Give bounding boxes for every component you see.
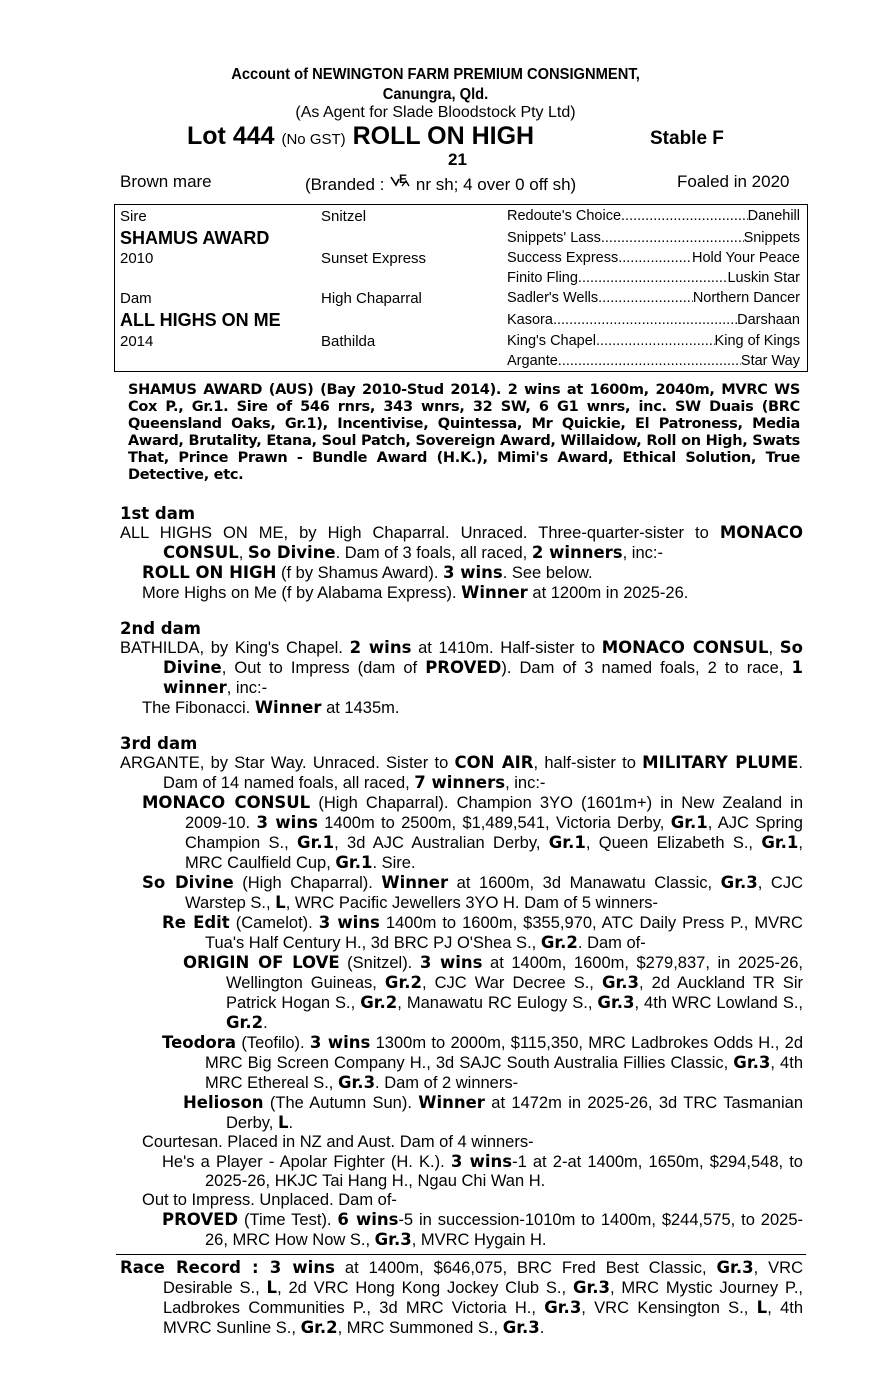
- g3-row: [507, 230, 800, 246]
- text-run: Gr.3: [337, 1073, 376, 1092]
- text-run: Kasora: [507, 312, 553, 328]
- g3-row: [507, 290, 800, 306]
- text-run: , CJC Warstep S.,: [185, 874, 804, 912]
- text-run: Gr.3: [597, 993, 635, 1012]
- foaled-year: Foaled in 2020: [677, 172, 790, 191]
- pedigree-table: [114, 204, 808, 372]
- text-run: Winner: [381, 873, 449, 892]
- text-run: Gr.2: [384, 973, 422, 992]
- text-run: .: [288, 1114, 294, 1132]
- text-run: Winner: [461, 583, 528, 602]
- text-run: So Divine: [142, 873, 234, 892]
- text-run: L: [266, 1278, 278, 1297]
- text-run: Sadler's Wells: [507, 290, 599, 306]
- text-run: . Dam of 3 foals, all raced,: [335, 544, 532, 562]
- text-run: at 1600m, 3d Manawatu Classic,: [448, 874, 721, 892]
- text-run: at 1200m in 2025-26.: [527, 584, 689, 602]
- leader-dots: [618, 250, 692, 266]
- text-run: Argante: [507, 353, 558, 369]
- sire-sire: Snitzel: [321, 208, 367, 225]
- text-run: 3 wins: [256, 813, 318, 832]
- text-run: , 4th MVRC Sunline S.,: [163, 1299, 804, 1337]
- colour-sex: Brown mare: [120, 172, 212, 191]
- text-run: 1 winner: [163, 658, 803, 697]
- progeny-entry: [120, 583, 803, 603]
- text-run: 7 winners: [414, 773, 506, 792]
- text-run: , Queen Elizabeth S.,: [585, 834, 762, 852]
- text-run: Gr.1: [670, 813, 708, 832]
- text-run: L: [277, 1113, 289, 1132]
- text-run: Hold Your Peace: [691, 250, 800, 266]
- text-run: at 1410m. Half-sister to: [411, 639, 602, 657]
- text-run: Gr.1: [548, 833, 586, 852]
- text-run: MONACO CONSUL: [601, 638, 769, 657]
- gst-note: (No GST): [281, 131, 346, 148]
- text-run: Northern Dancer: [692, 290, 800, 306]
- g3-row: [507, 333, 800, 349]
- brand-mark-icon: [389, 172, 411, 191]
- first-dam-paragraph: [120, 523, 803, 563]
- text-run: ,: [238, 544, 248, 562]
- text-run: (Camelot).: [229, 914, 319, 932]
- text-run: Star Way: [740, 353, 800, 369]
- text-run: Re Edit: [162, 913, 230, 932]
- text-run: , MRC Summoned S.,: [337, 1319, 503, 1337]
- sire-year: 2010: [120, 250, 154, 267]
- text-run: (High Chaparral). Champion 3YO (1601m+) in New Zealand in 2009-10.: [185, 794, 803, 832]
- text-run: at 1472m in 2025-26, 3d TRC Tasmanian Derby,: [226, 1094, 804, 1132]
- text-run: Gr.2: [540, 933, 578, 952]
- third-dam-paragraph: [120, 753, 803, 793]
- text-run: Gr.3: [733, 1053, 771, 1072]
- g3-row: [507, 250, 800, 266]
- dam-name: ALL HIGHS ON ME: [120, 310, 281, 330]
- text-run: , inc:-: [226, 679, 268, 697]
- text-run: .: [539, 1319, 545, 1337]
- text-run: , VRC Desirable S.,: [163, 1259, 803, 1297]
- progeny-entry: [120, 913, 803, 953]
- branded-prefix: (Branded :: [305, 175, 385, 194]
- text-run: Courtesan. Placed in NZ and Aust. Dam of 4 winners-: [142, 1133, 534, 1151]
- text-run: (Teofilo).: [236, 1034, 310, 1052]
- text-run: ALL HIGHS ON ME, by High Chaparral. Unraced. Three-quarter-sister to: [120, 524, 720, 542]
- text-run: Redoute's Choice: [507, 208, 622, 224]
- g3-row: [507, 270, 800, 286]
- text-run: , MVRC Hygain H.: [411, 1231, 547, 1249]
- text-run: , 2d Auckland TR Sir Patrick Hogan S.,: [226, 974, 804, 1012]
- lot-label: Lot 444: [187, 122, 275, 150]
- text-run: Darshaan: [737, 312, 800, 328]
- text-run: MILITARY PLUME: [642, 753, 799, 772]
- text-run: , Out to Impress (dam of: [221, 659, 426, 677]
- progeny-entry: [120, 698, 803, 718]
- text-run: Success Express: [507, 250, 619, 266]
- text-run: , inc:-: [505, 774, 546, 792]
- section-heading: 3rd dam: [120, 734, 198, 753]
- text-run: (Time Test).: [238, 1211, 338, 1229]
- text-run: 6 wins: [337, 1210, 399, 1229]
- text-run: Gr.2: [226, 1013, 264, 1032]
- text-run: 1400m to 1600m, $355,970, ATC Daily Press P., MVRC Tua's Half Century H., 3d BRC PJ O'Shea S.,: [205, 914, 803, 952]
- text-run: . Sire.: [372, 854, 416, 872]
- text-run: 3 wins: [419, 953, 483, 972]
- text-run: Out to Impress. Unplaced. Dam of-: [142, 1191, 397, 1209]
- branded-suffix: nr sh; 4 over 0 off sh): [415, 175, 577, 194]
- section-heading: 2nd dam: [120, 619, 201, 638]
- text-run: Gr.3: [720, 873, 758, 892]
- text-run: Gr.3: [374, 1230, 412, 1249]
- progeny-entry: [120, 1152, 803, 1191]
- text-run: , 4th WRC Lowland S.,: [634, 994, 804, 1012]
- stable-label: Stable F: [650, 128, 724, 149]
- agent-line: (As Agent for Slade Bloodstock Pty Ltd): [295, 104, 576, 121]
- text-run: 2 wins: [349, 638, 412, 657]
- text-run: MONACO CONSUL: [163, 523, 803, 562]
- text-run: Gr.3: [601, 973, 640, 992]
- text-run: , 2d VRC Hong Kong Jockey Club S.,: [277, 1279, 573, 1297]
- text-run: 3 wins: [450, 1152, 513, 1171]
- dam-sire: High Chaparral: [321, 290, 422, 307]
- sire-dam: Sunset Express: [321, 250, 427, 267]
- lot-title: [187, 122, 534, 151]
- text-run: Gr.1: [297, 833, 335, 852]
- text-run: ,: [768, 639, 780, 657]
- g3-row: [507, 312, 800, 328]
- leader-dots: [621, 208, 748, 224]
- text-run: L: [756, 1298, 768, 1317]
- text-run: (The Autumn Sun).: [263, 1094, 419, 1112]
- text-run: , half-sister to: [533, 754, 643, 772]
- text-run: Helioson: [183, 1093, 264, 1112]
- text-run: , MRC Mystic Journey P., Ladbrokes Communities P., 3d MRC Victoria H.,: [163, 1279, 803, 1317]
- text-run: . Dam of 14 named foals, all raced,: [163, 754, 803, 792]
- text-run: More Highs on Me (f by Alabama Express).: [142, 584, 462, 602]
- text-run: at 1400m, 1600m, $279,837, in 2025-26, Wellington Guineas,: [226, 954, 803, 992]
- text-run: . Dam of-: [577, 934, 646, 952]
- text-run: .: [263, 1014, 268, 1032]
- town-line: Canungra, Qld.: [382, 86, 489, 103]
- progeny-entry: [120, 1033, 803, 1093]
- section-heading: 1st dam: [120, 504, 196, 523]
- leader-dots: [553, 312, 737, 328]
- progeny-entry: [120, 1133, 803, 1152]
- dam-dam: Bathilda: [321, 333, 376, 350]
- text-run: Gr.3: [544, 1298, 582, 1317]
- race-record: [120, 1258, 803, 1338]
- text-run: at 1435m.: [321, 699, 400, 717]
- text-run: L: [275, 893, 286, 912]
- text-run: , Manawatu RC Eulogy S.,: [397, 994, 598, 1012]
- third-dam-section: [120, 734, 803, 1250]
- text-run: Teodora: [162, 1033, 237, 1052]
- text-run: 1400m to 2500m, $1,489,541, Victoria Derby,: [317, 814, 671, 832]
- second-dam-paragraph: [120, 638, 803, 698]
- text-run: ORIGIN OF LOVE: [183, 953, 340, 972]
- text-run: Luskin Star: [727, 270, 800, 286]
- progeny-entry: [120, 1210, 803, 1250]
- text-run: , 4th MRC Ethereal S.,: [205, 1054, 803, 1092]
- text-run: 3 wins: [318, 913, 380, 932]
- text-run: at 1400m, $646,075, BRC Fred Best Classic,: [334, 1259, 717, 1277]
- progeny-entry: [120, 873, 803, 913]
- text-run: , 3d AJC Australian Derby,: [334, 834, 549, 852]
- text-run: ROLL ON HIGH: [142, 563, 277, 582]
- text-run: Snippets: [743, 230, 800, 246]
- text-run: Gr.2: [360, 993, 398, 1012]
- text-run: Gr.1: [761, 833, 799, 852]
- text-run: Winner: [418, 1093, 485, 1112]
- text-run: Gr.3: [572, 1278, 611, 1297]
- leader-dots: [558, 353, 741, 369]
- text-run: Race Record : 3 wins: [120, 1258, 335, 1277]
- text-run: -1 at 2-at 1400m, 1650m, $294,548, to 2025-26, HKJC Tai Hang H., Ngau Chi Wan H.: [205, 1153, 803, 1190]
- sire-name: SHAMUS AWARD: [120, 228, 270, 248]
- dam-label: Dam: [120, 290, 152, 307]
- text-run: PROVED: [425, 658, 502, 677]
- text-run: 2 winners: [531, 543, 623, 562]
- text-run: Danehill: [747, 208, 800, 224]
- text-run: King of Kings: [714, 333, 800, 349]
- leader-dots: [601, 230, 744, 246]
- text-run: , WRC Pacific Jewellers 3YO H. Dam of 5 winners-: [285, 894, 658, 912]
- text-run: Snippets' Lass: [507, 230, 601, 246]
- text-run: Finito Fling: [507, 270, 578, 286]
- text-run: , VRC Kensington S.,: [581, 1299, 757, 1317]
- text-run: Winner: [254, 698, 322, 717]
- text-run: (Snitzel).: [339, 954, 420, 972]
- text-run: 1300m to 2000m, $115,350, MRC Ladbrokes Odds H., 2d MRC Big Screen Company H., 3d SAJC South Australia Fillies Classic,: [205, 1034, 803, 1072]
- text-run: He's a Player - Apolar Fighter (H. K.).: [162, 1153, 451, 1171]
- text-run: ARGANTE, by Star Way. Unraced. Sister to: [120, 754, 455, 772]
- text-run: PROVED: [162, 1210, 239, 1229]
- text-run: The Fibonacci.: [142, 699, 255, 717]
- text-run: CON AIR: [454, 753, 534, 772]
- text-run: , AJC Spring Champion S.,: [185, 814, 803, 852]
- progeny-entry: [120, 793, 803, 873]
- text-run: BATHILDA, by King's Chapel.: [120, 639, 350, 657]
- text-run: (High Chaparral).: [233, 874, 382, 892]
- progeny-entry: [120, 1191, 803, 1210]
- text-run: (f by Shamus Award).: [276, 564, 443, 582]
- second-dam-section: [120, 619, 803, 718]
- leader-dots: [578, 270, 728, 286]
- leader-dots: [598, 290, 693, 306]
- text-run: 3 wins: [309, 1033, 371, 1052]
- g3-row: [507, 353, 800, 369]
- text-run: Gr.3: [716, 1258, 754, 1277]
- first-dam-section: [120, 504, 803, 603]
- text-run: , CJC War Decree S.,: [421, 974, 602, 992]
- dam-year: 2014: [120, 333, 154, 350]
- horse-name: ROLL ON HIGH: [352, 122, 535, 150]
- text-run: . Dam of 2 winners-: [375, 1074, 519, 1092]
- text-run: 3 wins: [443, 563, 503, 582]
- text-run: So Divine: [247, 543, 336, 562]
- text-run: , inc:-: [622, 544, 663, 562]
- sire-summary: SHAMUS AWARD (AUS) (Bay 2010-Stud 2014). 2 wins at 1600m, 2040m, MVRC WS Cox P., Gr.1. Sire of 546 rnrs, 343 wnrs, 32 SW, 6 G1 wnrs, inc. SW Duais (BRC Queensland Oaks, Gr.1), Incentivise, Quintessa, Mr Quickie, El Patroness, Media Award, Brutality, Etana, Soul Patch, Sovereign Award, Willaidow, Roll on High, Swats That, Prince Prawn - Bundle Award (H.K.), Mimi's Award, Ethical Solution, True Detective, etc.: [128, 382, 800, 483]
- text-run: MONACO CONSUL: [142, 793, 311, 812]
- text-run: . See below.: [502, 564, 593, 582]
- text-run: Gr.2: [300, 1318, 338, 1337]
- sire-label: Sire: [120, 208, 147, 225]
- text-run: Gr.1: [335, 853, 373, 872]
- account-line: Account of NEWINGTON FARM PREMIUM CONSIGNMENT,: [231, 66, 640, 83]
- progeny-entry: [120, 1093, 803, 1133]
- text-run: -5 in succession-1010m to 1400m, $244,575, to 2025-26, MRC How Now S.,: [205, 1211, 803, 1249]
- text-run: ). Dam of 3 named foals, 2 to race,: [501, 659, 792, 677]
- brand-description: [305, 172, 576, 195]
- catalogue-number: 21: [448, 150, 467, 169]
- race-record-divider: [116, 1254, 806, 1255]
- progeny-entry: [120, 953, 803, 1033]
- text-run: So Divine: [163, 638, 803, 677]
- text-run: King's Chapel: [507, 333, 597, 349]
- text-run: , MRC Caulfield Cup,: [185, 834, 803, 872]
- leader-dots: [596, 333, 715, 349]
- progeny-entry: [120, 563, 803, 583]
- text-run: Gr.3: [502, 1318, 540, 1337]
- g3-row: [507, 208, 800, 224]
- svg-text:E: E: [399, 172, 408, 186]
